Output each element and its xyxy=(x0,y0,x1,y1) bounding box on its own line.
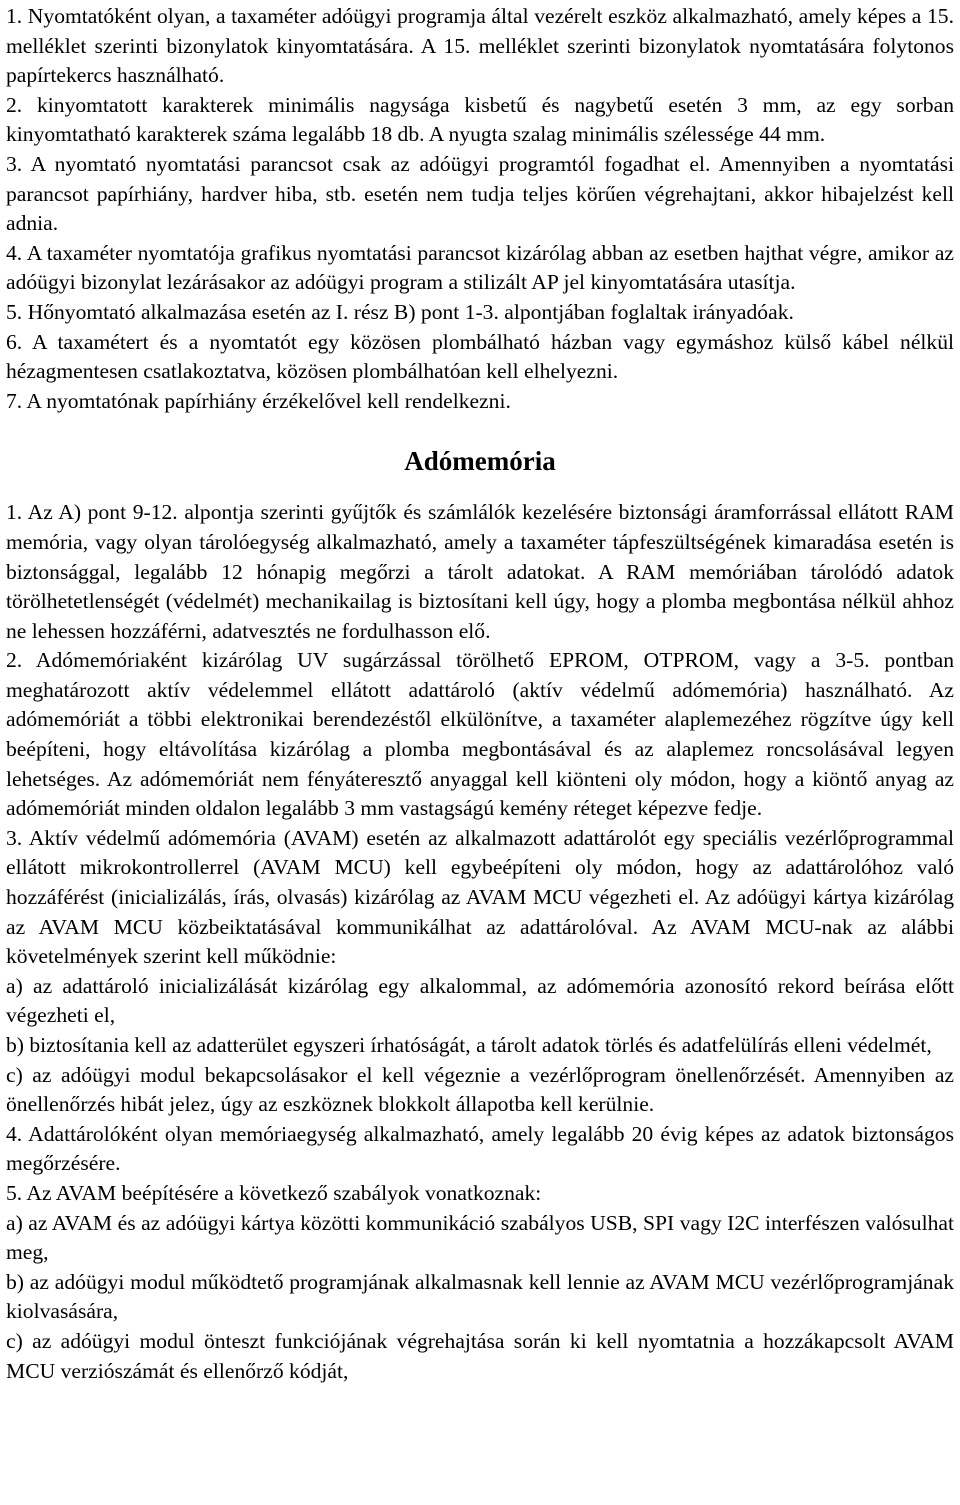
heading-spacer xyxy=(6,478,954,498)
section-heading: Adómemória xyxy=(404,446,556,477)
section-spacer xyxy=(6,416,954,444)
paragraph-memory-3: 3. Aktív védelmű adómemória (AVAM) esetén az alkalmazott adattárolót egy speciális vezérlőprogrammal ellátott mikrokontrollerrel (AVAM MCU) kell egybeépíteni oly módon, hogy az adattárolóhoz való hozzáférést (inicializálás, írás, olvasás) kizárólag az AVAM MCU végezheti el. Az adóügyi kártya kizárólag az AVAM MCU közbeiktatásával kommunikálhat az adattárolóval. Az AVAM MCU-nak az alábbi követelmények szerint kell működnie: xyxy=(6,825,954,969)
paragraph-memory-4: 4. Adattárolóként olyan memóriaegység alkalmazható, amely legalább 20 évig képes az adatok biztonságos megőrzésére. xyxy=(6,1121,954,1176)
paragraph-memory-1: 1. Az A) pont 9-12. alpontja szerinti gyűjtők és számlálók kezelésére biztonsági áramforrással ellátott RAM memória, vagy olyan tárolóegység alkalmazható, amely a taxaméter tápfeszültségének kimaradása esetén is biztonsággal, legalább 12 hónapig megőrzi a tárolt adatokat. A RAM memóriában tárolódó adatok törölhetetlenségét (védelmét) mechanikailag is biztosítani kell úgy, hogy a plomba megbontása nélkül ahhoz ne lehessen hozzáférni, adatvesztés ne fordulhasson elő. xyxy=(6,500,954,643)
printer-requirements-section xyxy=(6,2,954,416)
paragraph-memory-5: 5. Az AVAM beépítésére a következő szabályok vonatkoznak: xyxy=(6,1180,542,1205)
paragraph-memory-3b: b) biztosítania kell az adatterület egyszeri írhatóságát, a tárolt adatok törlés és adatfelülírás elleni védelmét, xyxy=(6,1033,932,1057)
paragraph-printer-7: 7. A nyomtatónak papírhiány érzékelővel kell rendelkezni. xyxy=(6,388,511,413)
paragraph-memory-2: 2. Adómemóriaként kizárólag UV sugárzással törölhető EPROM, OTPROM, vagy a 3-5. pontban meghatározott aktív védelemmel ellátott adattároló (aktív védelmű adómemória) használható. Az adómemóriát a többi elektronikai berendezéstől elkülönítve, a taxaméter alaplemezéhez rögzítve úgy kell beépíteni, hogy eltávolítása kizárólag a plomba megbontásával és az alaplemez roncsolásával legyen lehetséges. Az adómemóriát nem fényáteresztő anyaggal kell kiönteni oly módon, hogy a kiöntő anyag az adómemóriát minden oldalon legalább 3 mm vastagságú kemény réteget képezve fedje. xyxy=(6,648,954,821)
paragraph-memory-5a: a) az AVAM és az adóügyi kártya közötti kommunikáció szabályos USB, SPI vagy I2C interfészen valósulhat meg, xyxy=(6,1210,954,1265)
paragraph-printer-3: 3. A nyomtató nyomtatási parancsot csak az adóügyi programtól fogadhat el. Amennyiben a nyomtatási parancsot papírhiány, hardver hiba, stb. esetén nem tudja teljes körűen végrehajtani, akkor hibajelzést kell adnia. xyxy=(6,151,954,236)
paragraph-printer-5: 5. Hőnyomtató alkalmazása esetén az I. rész B) pont 1-3. alpontjában foglaltak irányadóak. xyxy=(6,299,794,324)
paragraph-memory-5c: c) az adóügyi modul önteszt funkciójának végrehajtása során ki kell nyomtatnia a hozzákapcsolt AVAM MCU verziószámát és ellenőrző kódját, xyxy=(6,1328,954,1383)
paragraph-printer-1: 1. Nyomtatóként olyan, a taxaméter adóügyi programja által vezérelt eszköz alkalmazható, amely képes a 15. melléklet szerinti bizonylatok kinyomtatására. A 15. melléklet szerinti bizonylatok nyomtatására folytonos papírtekercs használható. xyxy=(6,4,954,88)
paragraph-printer-4: 4. A taxaméter nyomtatója grafikus nyomtatási parancsot kizárólag abban az esetben hajthat végre, amikor az adóügyi bizonylat lezárásakor az adóügyi program a stilizált AP jel kinyomtatására utasítja. xyxy=(6,240,954,295)
paragraph-memory-3a: a) az adattároló inicializálását kizárólag egy alkalommal, az adómemória azonosító rekord beírása előtt végezheti el, xyxy=(6,973,954,1028)
paragraph-printer-2: 2. kinyomtatott karakterek minimális nagysága kisbetű és nagybetű esetén 3 mm, az egy sorban kinyomtatható karakterek száma legalább 18 db. A nyugta szalag minimális szélessége 44 mm. xyxy=(6,92,954,147)
tax-memory-section xyxy=(6,498,954,1386)
paragraph-memory-3c: c) az adóügyi modul bekapcsolásakor el kell végeznie a vezérlőprogram önellenőrzését. Amennyiben az önellenőrzés hibát jelez, úgy az eszköznek blokkolt állapotba kell kerülnie. xyxy=(6,1062,954,1117)
paragraph-printer-6: 6. A taxamétert és a nyomtatót egy közösen plombálható házban vagy egymáshoz külső kábel nélkül hézagmentesen csatlakoztatva, közösen plombálhatóan kell elhelyezni. xyxy=(6,329,954,384)
paragraph-memory-5b: b) az adóügyi modul működtető programjának alkalmasnak kell lennie az AVAM MCU vezérlőprogramjának kiolvasására, xyxy=(6,1269,954,1324)
